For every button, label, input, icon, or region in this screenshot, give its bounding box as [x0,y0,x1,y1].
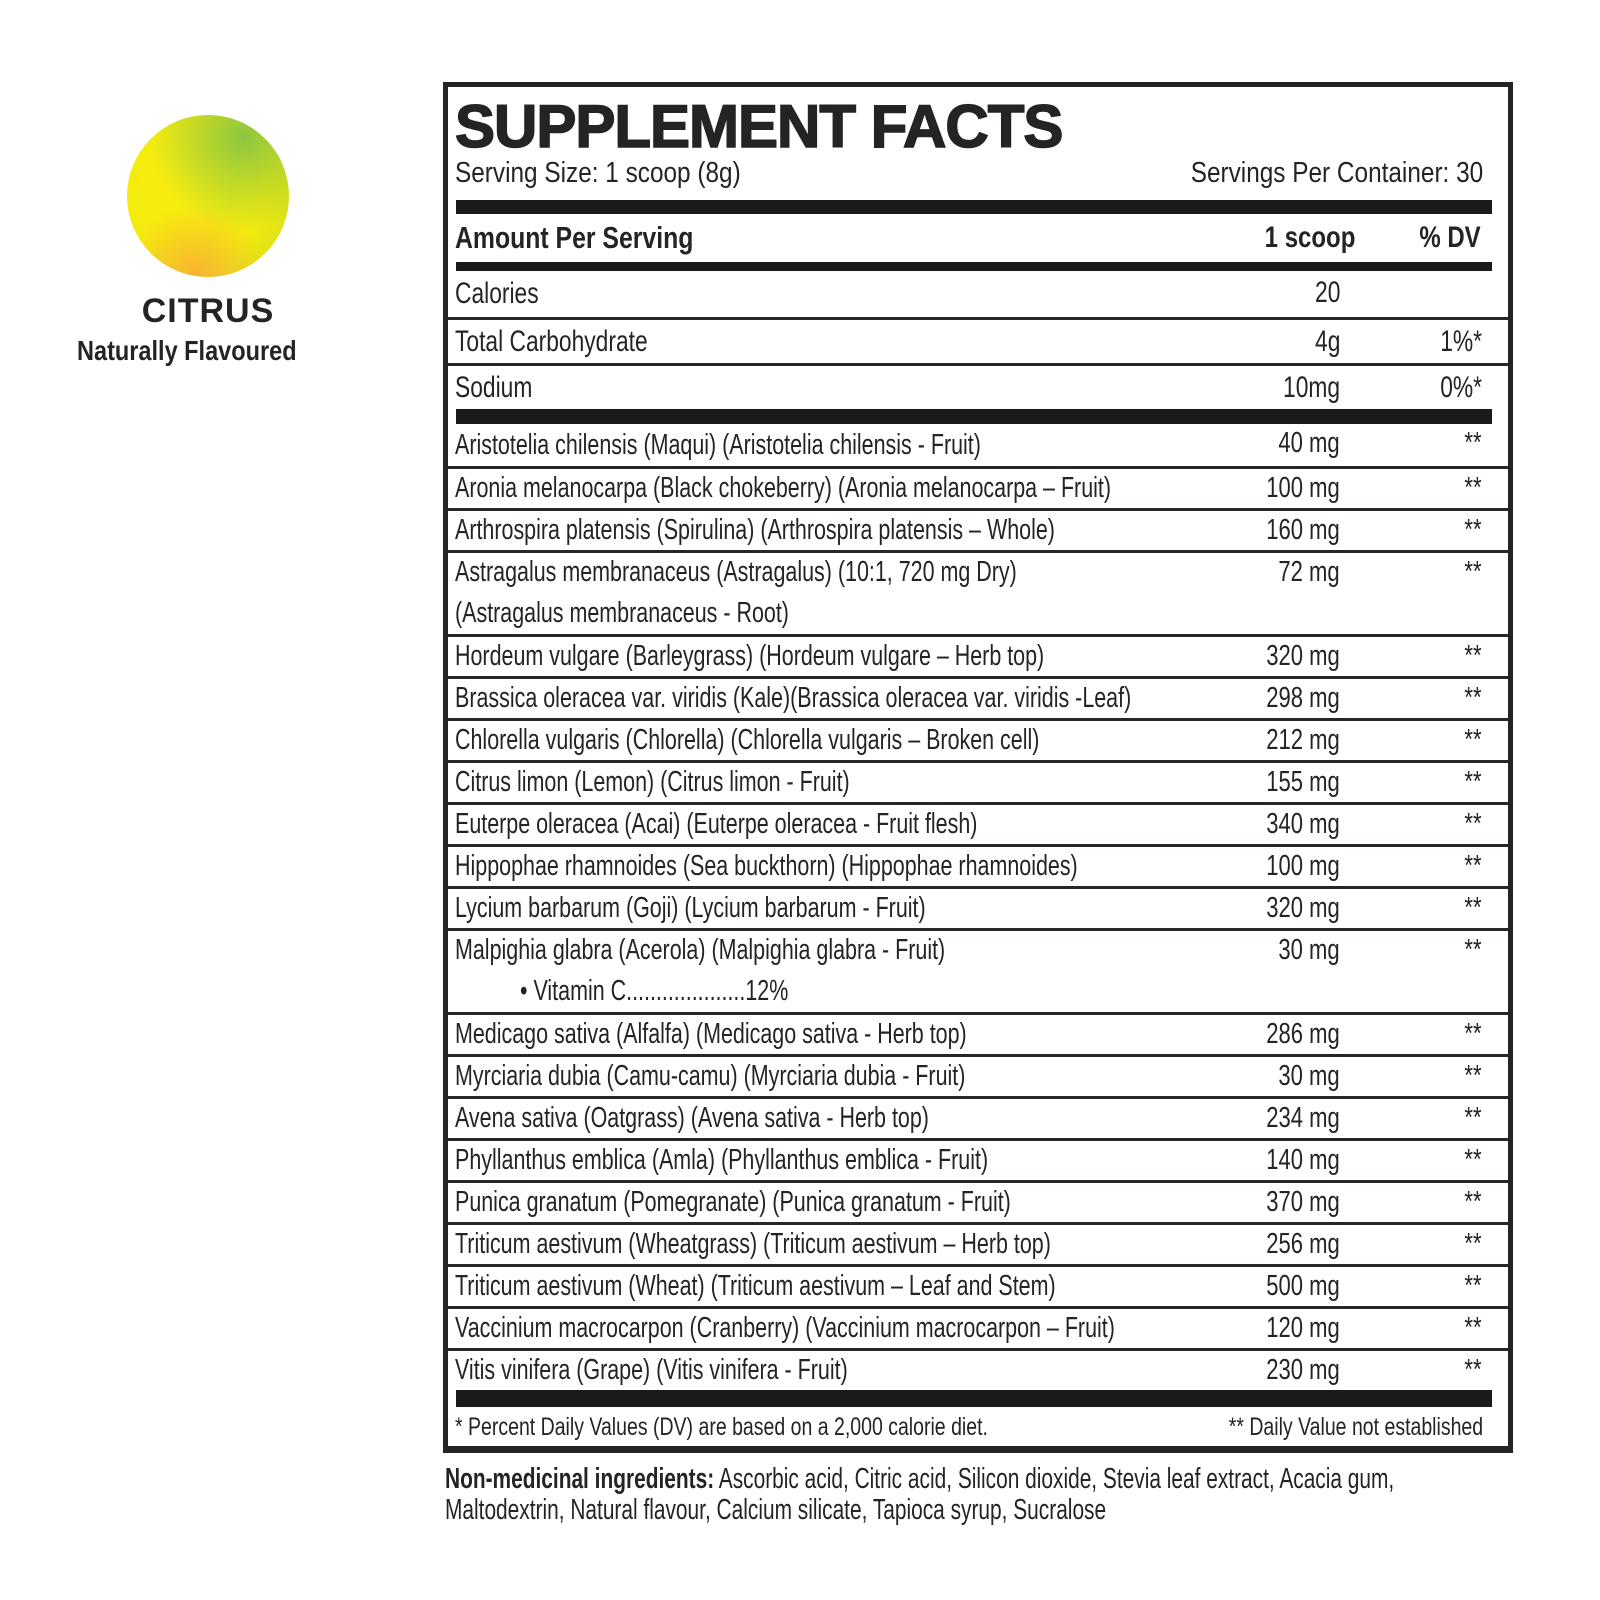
serving-line [448,156,1508,190]
ingredient-name: Chlorella vulgaris (Chlorella) (Chlorella vulgaris – Broken cell) [455,724,1040,756]
ingredient-amount-value: 234 mg [1266,1102,1340,1134]
ingredient-amount [1243,1015,1340,1054]
ingredient-name: Astragalus membranaceus (Astragalus) (10:1, 720 mg Dry) [455,556,1017,588]
ingredient-amount [1243,889,1340,928]
ingredient-dv [1459,679,1482,718]
ingredient-dv-value: ** [1464,724,1482,756]
ingredient-name: Hordeum vulgare (Barleygrass) (Hordeum vulgare – Herb top) [455,640,1045,672]
ingredient-dv [1459,847,1482,886]
nutrient-dv-value: 0%* [1440,371,1482,404]
ingredient-amount-value: 370 mg [1266,1186,1340,1218]
ingredient-amount-value: 500 mg [1266,1270,1340,1302]
ingredient-amount-value: 140 mg [1266,1144,1340,1176]
ingredient-row [448,634,1508,676]
ingredient-name: Avena sativa (Oatgrass) (Avena sativa - Herb top) [455,1102,929,1134]
ingredient-dv-value: ** [1464,892,1482,924]
ingredient-row [448,1306,1508,1348]
ingredient-dv [1459,1099,1482,1138]
ingredient-dv [1459,931,1482,970]
nutrient-dv-value: 1%* [1440,325,1482,358]
col-scoop: 1 scoop [1264,221,1355,254]
ingredient-amount [1259,553,1340,592]
footnote-row [448,1407,1508,1447]
ingredient-name-line2: (Astragalus membranaceus - Root) [455,597,789,629]
ingredient-amount [1243,1309,1340,1348]
nutrient-name: Calories [455,277,539,310]
ingredient-row [448,508,1508,550]
ingredient-dv [1459,553,1482,592]
citrus-flavor-icon [127,115,289,277]
nutrient-amount-value: 20 [1314,275,1340,309]
ingredient-name: Malpighia glabra (Acerola) (Malpighia glabra - Fruit) [455,934,946,966]
ingredient-row [448,1054,1508,1096]
servings-per-container: Servings Per Container: 30 [1190,157,1483,189]
ingredient-amount [1243,637,1340,676]
col-dv: % DV [1419,221,1481,254]
ingredient-name: Medicago sativa (Alfalfa) (Medicago sativa - Herb top) [455,1018,967,1050]
ingredient-dv [1459,637,1482,676]
non-medicinal-line2 [445,1495,1237,1526]
ingredient-amount-value: 120 mg [1266,1312,1340,1344]
flavor-subtitle-text: Naturally Flavoured [77,335,297,366]
nutrient-name: Sodium [455,371,533,404]
ingredient-amount-value: 30 mg [1278,1060,1340,1092]
nutrient-rows [448,271,1508,409]
ingredient-dv-value: ** [1464,1228,1482,1260]
ingredient-name: Vaccinium macrocarpon (Cranberry) (Vaccinium macrocarpon – Fruit) [455,1312,1115,1344]
ingredient-name: Triticum aestivum (Wheat) (Triticum aestivum – Leaf and Stem) [455,1270,1056,1302]
ingredient-dv [1459,511,1482,550]
nutrient-amount-value: 4g [1314,325,1340,358]
nutrient-row [448,317,1508,363]
ingredient-name: Brassica oleracea var. viridis (Kale)(Brassica oleracea var. viridis -Leaf) [455,682,1132,714]
ingredient-row [448,1348,1508,1390]
ingredient-amount-value: 72 mg [1278,556,1340,588]
ingredient-dv-value: ** [1464,514,1482,546]
ingredient-dv [1459,1141,1482,1180]
ingredient-amount [1243,1267,1340,1306]
flavor-name: CITRUS [141,292,275,330]
serving-size: Serving Size: 1 scoop (8g) [455,157,741,189]
ingredient-amount-value: 212 mg [1266,724,1340,756]
ingredient-dv [1459,763,1482,802]
divider-bar-top [456,200,1492,214]
ingredient-row [448,1180,1508,1222]
ingredient-dv [1459,1183,1482,1222]
ingredient-name: Citrus limon (Lemon) (Citrus limon - Fruit) [455,766,850,798]
ingredient-name: Vitis vinifera (Grape) (Vitis vinifera - Fruit) [455,1354,848,1386]
nutrient-dv [1427,366,1482,409]
ingredient-dv-value: ** [1464,472,1482,504]
footnote-not-established: ** Daily Value not established [1228,1413,1483,1441]
ingredient-name: Arthrospira platensis (Spirulina) (Arthrospira platensis – Whole) [455,514,1055,546]
ingredient-dv-value: ** [1464,808,1482,840]
ingredient-amount-value: 30 mg [1278,934,1340,966]
ingredient-amount [1243,679,1340,718]
flavor-subtitle [68,336,348,366]
ingredient-amount-value: 100 mg [1266,472,1340,504]
non-medicinal-line1 [445,1463,1395,1495]
ingredient-dv-value: ** [1464,682,1482,714]
ingredient-dv [1459,1225,1482,1264]
column-header-row [448,214,1508,262]
ingredient-amount-value: 320 mg [1266,892,1340,924]
col-amount-per-serving: Amount Per Serving [455,220,694,255]
ingredient-dv [1459,1351,1482,1390]
nutrient-amount [1307,271,1340,314]
ingredient-name: Aronia melanocarpa (Black chokeberry) (Aronia melanocarpa – Fruit) [455,472,1112,504]
ingredient-amount [1243,511,1340,550]
non-medicinal-text2: Maltodextrin, Natural flavour, Calcium silicate, Tapioca syrup, Sucralose [445,1494,1107,1526]
ingredient-row [448,424,1508,466]
ingredient-name: Punica granatum (Pomegranate) (Punica granatum - Fruit) [455,1186,1011,1218]
ingredient-name: Lycium barbarum (Goji) (Lycium barbarum - Fruit) [455,892,926,924]
ingredient-row [448,1138,1508,1180]
ingredient-dv-value: ** [1464,640,1482,672]
ingredient-amount [1243,1183,1340,1222]
ingredient-dv [1459,721,1482,760]
ingredient-row [448,676,1508,718]
panel-title: SUPPLEMENT FACTS [455,93,1063,160]
ingredient-row [448,718,1508,760]
divider-bar-bottom [456,1390,1492,1407]
ingredient-dv [1459,1267,1482,1306]
ingredient-row [448,760,1508,802]
ingredient-amount [1259,424,1340,463]
nutrient-amount-value: 10mg [1282,371,1340,404]
ingredient-dv [1459,1057,1482,1096]
ingredient-amount [1259,931,1340,970]
ingredient-name: Phyllanthus emblica (Amla) (Phyllanthus emblica - Fruit) [455,1144,989,1176]
ingredient-amount [1243,721,1340,760]
ingredient-dv-value: ** [1464,1186,1482,1218]
ingredient-amount [1243,1351,1340,1390]
ingredient-dv [1459,424,1482,463]
ingredient-row [448,1012,1508,1054]
ingredient-row [448,1264,1508,1306]
ingredient-name: Euterpe oleracea (Acai) (Euterpe oleracea - Fruit flesh) [455,808,978,840]
ingredient-amount [1243,847,1340,886]
footnote-dv: * Percent Daily Values (DV) are based on a 2,000 calorie diet. [455,1413,988,1441]
ingredient-name: Myrciaria dubia (Camu-camu) (Myrciaria dubia - Fruit) [455,1060,966,1092]
ingredient-amount-value: 160 mg [1266,514,1340,546]
ingredient-name: Triticum aestivum (Wheatgrass) (Triticum aestivum – Herb top) [455,1228,1051,1260]
ingredient-row [448,802,1508,844]
ingredient-dv-value: ** [1464,1144,1482,1176]
non-medicinal-text1: Ascorbic acid, Citric acid, Silicon dioxide, Stevia leaf extract, Acacia gum, [714,1463,1395,1495]
ingredient-amount-value: 286 mg [1266,1018,1340,1050]
non-medicinal-ingredients [445,1464,1545,1526]
nutrient-row [448,363,1508,409]
ingredient-dv [1459,469,1482,508]
ingredient-row [448,1096,1508,1138]
ingredient-dv-value: ** [1464,1312,1482,1344]
ingredient-amount [1243,1099,1340,1138]
ingredient-name: Aristotelia chilensis (Maqui) (Aristotelia chilensis - Fruit) [455,429,981,461]
ingredient-dv [1459,1015,1482,1054]
ingredient-name: Hippophae rhamnoides (Sea buckthorn) (Hippophae rhamnoides) [455,850,1078,882]
ingredient-amount-value: 155 mg [1266,766,1340,798]
ingredient-amount [1259,1057,1340,1096]
ingredient-dv-value: ** [1464,766,1482,798]
ingredient-dv [1459,1309,1482,1348]
ingredient-amount-value: 40 mg [1278,427,1340,459]
ingredient-amount-value: 340 mg [1266,808,1340,840]
ingredient-dv-value: ** [1464,556,1482,588]
ingredient-amount-value: 320 mg [1266,640,1340,672]
ingredient-amount [1243,763,1340,802]
ingredient-amount-value: 230 mg [1266,1354,1340,1386]
supplement-facts-panel [443,82,1513,1453]
ingredient-amount [1243,469,1340,508]
ingredient-dv-value: ** [1464,1102,1482,1134]
ingredient-amount [1243,1225,1340,1264]
ingredient-amount [1243,1141,1340,1180]
non-medicinal-label: Non-medicinal ingredients: [445,1463,715,1495]
nutrient-row [448,271,1508,317]
ingredient-amount-value: 100 mg [1266,850,1340,882]
ingredient-subline: • Vitamin C....................12% [520,975,789,1007]
ingredient-dv [1459,805,1482,844]
divider-bar-mid [456,409,1492,424]
ingredient-row [448,886,1508,928]
ingredient-amount-value: 298 mg [1266,682,1340,714]
ingredient-row [448,466,1508,508]
ingredient-row [448,844,1508,886]
ingredient-dv-value: ** [1464,1270,1482,1302]
ingredient-amount-value: 256 mg [1266,1228,1340,1260]
ingredient-dv-value: ** [1464,1018,1482,1050]
nutrient-amount [1265,366,1340,409]
ingredient-dv-value: ** [1464,1354,1482,1386]
ingredient-dv-value: ** [1464,427,1482,459]
nutrient-amount [1307,320,1340,363]
ingredient-dv [1459,889,1482,928]
ingredient-row [448,1222,1508,1264]
ingredient-rows [448,424,1508,1390]
nutrient-dv [1427,320,1482,363]
ingredient-dv-value: ** [1464,850,1482,882]
ingredient-row [448,550,1508,634]
ingredient-row [448,928,1508,1012]
nutrient-name: Total Carbohydrate [455,325,648,358]
ingredient-amount [1243,805,1340,844]
ingredient-dv-value: ** [1464,1060,1482,1092]
ingredient-dv-value: ** [1464,934,1482,966]
